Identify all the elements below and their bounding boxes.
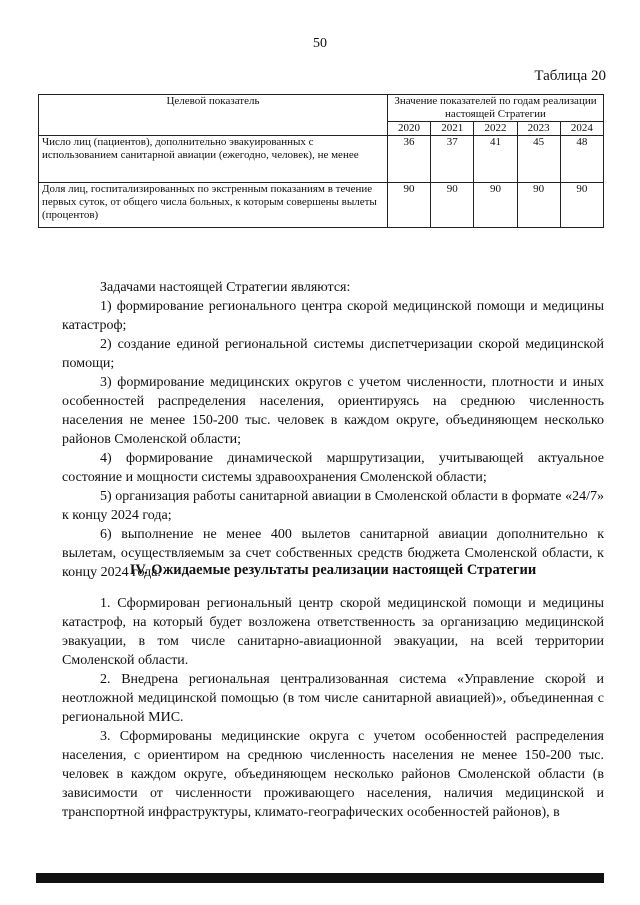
row-value: 37: [431, 136, 474, 183]
tasks-intro: Задачами настоящей Стратегии являются:: [100, 280, 351, 295]
year-header: 2023: [517, 122, 560, 136]
result-item: 1. Сформирован региональный центр скорой медицинской помощи и медицины катастроф, на который будет возложена ответственность за организацию медицинской эвакуации, в том числе санитарно-авиационной эвакуации, на всей территории Смоленской области.: [62, 596, 604, 668]
result-item: 2. Внедрена региональная централизованная система «Управление скорой и неотложной медицинской помощью (в том числе санитарной авиацией)», объединенная с региональной МИС.: [62, 672, 604, 725]
task-item: 5) организация работы санитарной авиации в Смоленской области в формате «24/7» к концу 2024 года;: [62, 489, 604, 523]
section-heading: IV. Ожидаемые результаты реализации настоящей Стратегии: [129, 562, 537, 578]
results-block: [62, 594, 604, 822]
result-item: 3. Сформированы медицинские округа с учетом особенностей распределения населения, с ориентиром на среднюю численность населения не менее 150-200 тыс. человек в каждом округе, объединяющем несколько районов Смоленской области (в зависимости от численности проживающего населения, наличия медицинской и транспортной инфраструктуры, климато-географических особенностей районов), в: [62, 729, 604, 820]
row-value: 90: [431, 183, 474, 228]
year-header: 2022: [474, 122, 517, 136]
row-value: 90: [560, 183, 603, 228]
year-header: 2021: [431, 122, 474, 136]
row-label: Число лиц (пациентов), дополнительно эвакуированных с использованием санитарной авиации (ежегодно, человек), не менее: [39, 136, 388, 183]
row-value: 45: [517, 136, 560, 183]
row-value: 36: [387, 136, 430, 183]
row-value: 90: [474, 183, 517, 228]
task-item: 6) выполнение не менее 400 вылетов санитарной авиации дополнительно к вылетам, осуществляемым за счет собственных средств бюджета Смоленской области, к концу 2024 года.: [62, 527, 604, 580]
year-header: 2024: [560, 122, 603, 136]
page-number: 50: [313, 36, 327, 51]
year-header: 2020: [387, 122, 430, 136]
tasks-block: [62, 278, 604, 582]
task-item: 2) создание единой региональной системы диспетчеризации скорой медицинской помощи;: [62, 337, 604, 371]
row-value: 41: [474, 136, 517, 183]
header-values: Значение показателей по годам реализации настоящей Стратегии: [387, 95, 603, 122]
table-header-row: [39, 95, 604, 122]
row-value: 90: [387, 183, 430, 228]
row-value: 90: [517, 183, 560, 228]
task-item: 1) формирование регионального центра скорой медицинской помощи и медицины катастроф;: [62, 299, 604, 333]
task-item: 4) формирование динамической маршрутизации, учитывающей актуальное состояние и мощности системы здравоохранения Смоленской области;: [62, 451, 604, 485]
row-label: Доля лиц, госпитализированных по экстренным показаниям в течение первых суток, от общего числа больных, к которым совершены вылеты (процентов): [39, 183, 388, 228]
task-item: 3) формирование медицинских округов с учетом численности, плотности и иных особенностей распределения населения, ориентируясь на среднюю численность населения не менее 150-200 тыс. человек в каждом округе, объединяющем несколько районов Смоленской области;: [62, 375, 604, 447]
header-indicator: Целевой показатель: [39, 95, 388, 136]
footer-bar: [36, 873, 604, 883]
table-label: Таблица 20: [534, 68, 606, 84]
row-value: 48: [560, 136, 603, 183]
indicators-table: [38, 94, 604, 228]
table-row: [39, 183, 604, 228]
table-row: [39, 136, 604, 183]
